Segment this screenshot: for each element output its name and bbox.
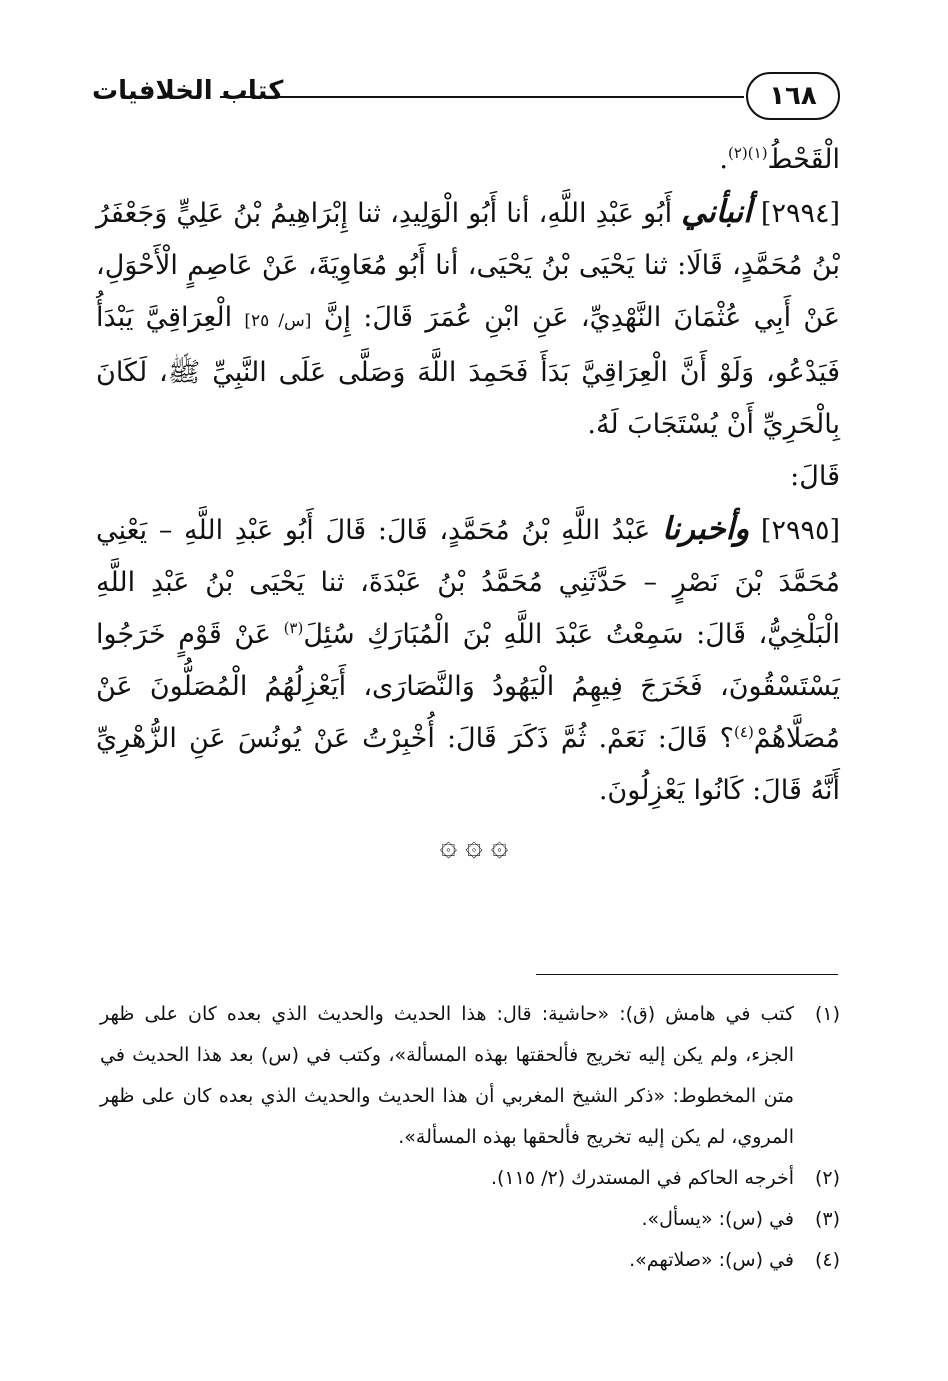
footnote-number: (١): [814, 1003, 840, 1025]
ornament-icon: ۞: [465, 828, 483, 863]
hadith-2995: [96, 503, 840, 817]
hadith-text-cont: الْعِرَاقِيَّ يَبْدَأُ فَيَدْعُو، وَلَوْ أَنَّ الْعِرَاقِيَّ بَدَأَ فَحَمِدَ اللَّهَ وَصَلَّى عَلَى النَّبِيِّ ﷺ، لَكَانَ بِالْحَرِيِّ أَنْ يُسْتَجَابَ لَهُ.: [96, 302, 840, 440]
hadith-number: [٢٩٩٥]: [760, 515, 840, 546]
hadith-text: عَبْدُ اللَّهِ بْنُ مُحَمَّدٍ، قَالَ: قَالَ أَبُو عَبْدِ اللَّهِ – يَعْنِي مُحَمَّدَ بْنَ نَصْرٍ – حَدَّثَنِي مُحَمَّدُ بْنُ عَبْدَةَ، ثنا يَحْيَى بْنُ عَبْدِ اللَّهِ الْبَلْخِيُّ، قَالَ: سَمِعْتُ عَبْدَ اللَّهِ بْنَ الْمُبَارَكِ سُئِلَ: [96, 515, 840, 650]
hadith-2994: [96, 186, 840, 451]
footnote-text: كتب في هامش (ق): «حاشية: قال: هذا الحديث والحديث الذي بعده كان على ظهر الجزء، ولم يكن إليه تخريج فألحقتها بهذه المسألة»، وكتب في (س) بعد هذا الحديث في متن المخطوط: «ذكر الشيخ المغربي أن هذا الحديث والحديث الذي بعده كان على ظهر المروي، لم يكن إليه تخريج فألحقها بهذه المسألة».: [100, 1003, 794, 1148]
hadith-number: [٢٩٩٤]: [760, 198, 840, 229]
hadith-text-end: ؟ قَالَ: نَعَمْ. ثُمَّ ذَكَرَ قَالَ: أُخْبِرْتُ عَنْ يُونُسَ عَنِ الزُّهْرِيِّ أَنَّهُ قَالَ: كَانُوا يَعْزِلُونَ.: [96, 723, 840, 806]
opening-line: [96, 134, 840, 186]
header-rule: [220, 96, 744, 98]
chain-word: أنبأني: [681, 194, 752, 230]
footnote: [100, 1158, 840, 1199]
footnote-text: في (س): «صلاتهم».: [629, 1249, 794, 1271]
footnote-text: أخرجه الحاكم في المستدرك (٢/ ١١٥).: [490, 1167, 794, 1189]
footnote-ref-4: (٤): [734, 723, 754, 741]
footnote-ref-3: (٣): [283, 619, 304, 637]
footnote-number: (٤): [814, 1249, 840, 1271]
main-text: [96, 134, 840, 817]
footnote-rule: [536, 974, 838, 975]
ornament-icon: ۞: [439, 828, 458, 863]
footnote-ref-1-2: (١)(٢): [727, 144, 768, 162]
opening-end: .: [719, 144, 728, 175]
footnote-text: في (س): «يسأل».: [641, 1208, 794, 1230]
hadith-text: أَبُو عَبْدِ اللَّهِ، أنا أَبُو الْوَلِيدِ، ثنا إِبْرَاهِيمُ بْنُ عَلِيٍّ وَجَعْفَرُ بْنُ مُحَمَّدٍ، قَالَا: ثنا يَحْيَى بْنُ يَحْيَى، أنا أَبُو مُعَاوِيَةَ، عَنْ عَاصِمٍ الْأَحْوَلِ، عَنْ أَبِي عُثْمَانَ النَّهْدِيِّ، عَنِ ابْنِ عُمَرَ قَالَ: إِنَّ: [96, 198, 840, 333]
footnote: [100, 1199, 840, 1240]
running-title: كتاب الخلافيات: [92, 76, 284, 106]
footnote: [100, 994, 840, 1158]
manuscript-ref: [س/ ٢٥]: [244, 311, 312, 331]
page-header: [92, 68, 840, 124]
qala-line: قَالَ:: [790, 461, 840, 492]
footnote-number: (٣): [814, 1208, 840, 1230]
chain-word: وأخبرنا: [661, 511, 750, 547]
footnotes: [100, 994, 840, 1281]
page-number-badge: ١٦٨: [746, 72, 840, 120]
footnote-number: (٢): [814, 1167, 840, 1189]
section-divider: [0, 826, 948, 866]
ornament-icon: ۞: [490, 828, 509, 863]
footnote: [100, 1240, 840, 1281]
hadith-text-cont: عَنْ قَوْمٍ خَرَجُوا يَسْتَسْقُونَ، فَخَرَجَ فِيهِمُ الْيَهُودُ وَالنَّصَارَى، أَيَعْزِلُهُمُ الْمُصَلُّونَ عَنْ مُصَلَّاهُمْ: [96, 619, 840, 754]
opening-text: الْقَحْطُ: [767, 144, 840, 175]
